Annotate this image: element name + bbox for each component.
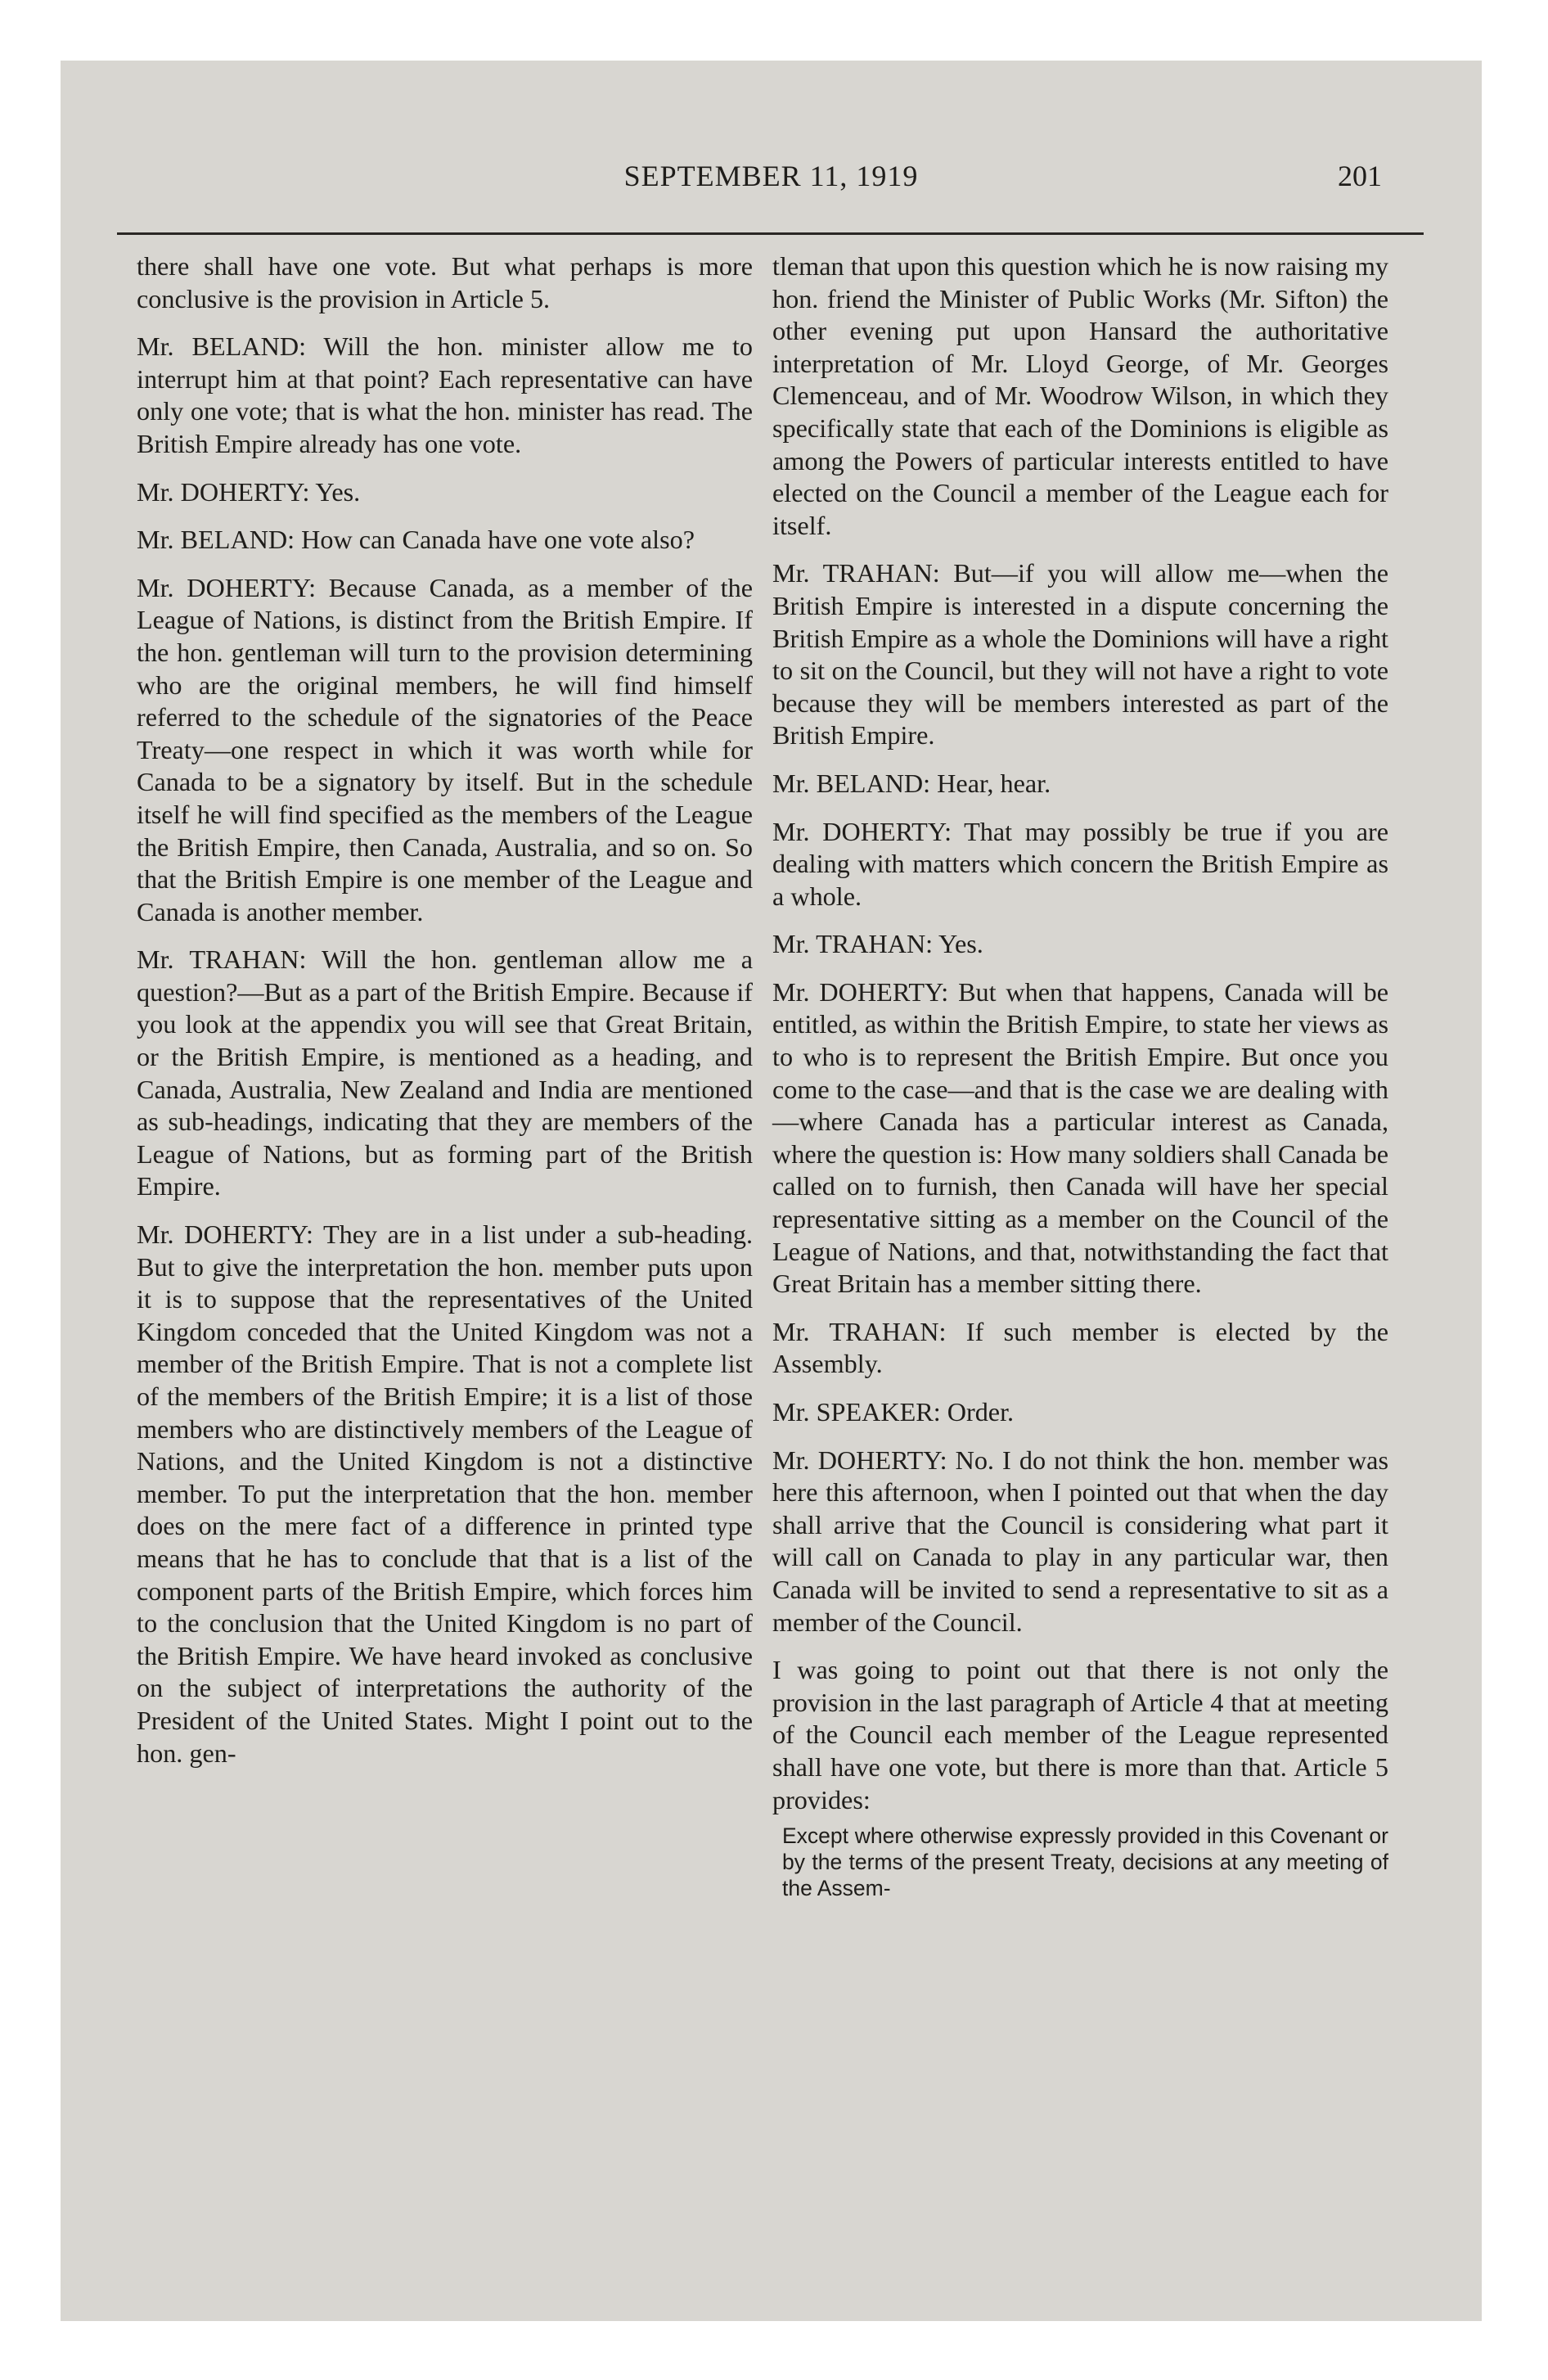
document-page <box>61 61 1482 2321</box>
paragraph: tleman that upon this question which he is now raising my hon. friend the Minister of Public Works (Mr. Sifton) the other evening put upon Hansard the authoritative interpretation of Mr. Lloyd George, of Mr. Georges Clemenceau, and of Mr. Woodrow Wilson, in which they specifically state that each of the Dominions is eligible as among the Powers of particular interests entitled to have elected on the Council a member of the League each for itself. <box>772 251 1388 540</box>
paragraph: Mr. DOHERTY: No. I do not think the hon. member was here this afternoon, when I pointed out that when the day shall arrive that the Council is considering what part it will call on Canada to play in any particular war, then Canada will be invited to send a representative to sit as a member of the Council. <box>772 1445 1388 1637</box>
paragraph: Mr. TRAHAN: If such member is elected by the Assembly. <box>772 1316 1388 1379</box>
paragraph: Mr. DOHERTY: But when that happens, Canada will be entitled, as within the British Empire, to state her views as to who is to represent the British Empire. But once you come to the case—and that is the case we are dealing with—where Canada has a particular interest as Canada, where the question is: How many soldiers shall Canada be called on to furnish, then Canada will have her special representative sitting as a member on the Council of the League of Nations, and that, notwithstanding the fact that Great Britain has a member sitting there. <box>772 976 1388 1299</box>
paragraph: I was going to point out that there is not only the provision in the last paragraph of Article 4 that at meeting of the Council each member of the League represented shall have one vote, but there is more than that. Article 5 provides: <box>772 1655 1388 1814</box>
header-rule <box>117 232 1424 235</box>
paragraph: Mr. TRAHAN: Will the hon. gentleman allow me a question?—But as a part of the British Empire. Because if you look at the appendix you will see that Great Britain, or the British Empire, is mentioned as a heading, and Canada, Australia, New Zealand and India are mentioned as sub-headings, indicating that they are members of the League of Nations, but as forming part of the British Empire. <box>137 944 753 1201</box>
header-date: SEPTEMBER 11, 1919 <box>623 160 919 192</box>
paragraph: Mr. DOHERTY: That may possibly be true if you are dealing with matters which concern the British Empire as a whole. <box>772 816 1388 911</box>
paragraph: Mr. DOHERTY: Because Canada, as a member of the League of Nations, is distinct from the British Empire. If the hon. gentleman will turn to the provision determining who are the original members, he will find himself referred to the schedule of the signatories of the Peace Treaty—one respect in which it was worth while for Canada to be a signatory by itself. But in the schedule itself he will find specified as the members of the League the British Empire, then Canada, Australia, and so on. So that the British Empire is one member of the League and Canada is another member. <box>137 572 753 926</box>
paragraph: Mr. TRAHAN: Yes. <box>772 929 983 959</box>
page-number: 201 <box>1338 160 1382 192</box>
paragraph: Mr. DOHERTY: They are in a list under a sub-heading. But to give the interpretation the hon. member puts upon it is to suppose that the representatives of the United Kingdom conceded that the United Kingdom was not a member of the British Empire. That is not a complete list of the members of the British Empire; it is a list of those members who are distinctively members of the League of Nations, and the United Kingdom is not a distinctive member. To put the interpretation that the hon. member does on the mere fact of a difference in printed type means that he has to conclude that that is a list of the component parts of the British Empire, which forces him to the conclusion that the United Kingdom is no part of the British Empire. We have heard invoked as conclusive on the subject of interpretations the authority of the President of the United States. Might I point out to the hon. gen- <box>137 1219 753 1768</box>
running-header <box>61 159 1482 208</box>
paragraph: Mr. BELAND: How can Canada have one vote also? <box>137 525 695 555</box>
paragraph: Mr. BELAND: Hear, hear. <box>772 768 1051 798</box>
paragraph: Mr. SPEAKER: Order. <box>772 1397 1015 1427</box>
paragraph: there shall have one vote. But what perhaps is more conclusive is the provision in Article 5. <box>137 251 753 313</box>
block-quote: Except where otherwise expressly provided in this Covenant or by the terms of the present Treaty, decisions at any meeting of the Assem- <box>782 1823 1388 1901</box>
paragraph: Mr. DOHERTY: Yes. <box>137 476 361 507</box>
left-column <box>137 250 753 1785</box>
paragraph: Mr. BELAND: Will the hon. minister allow me to interrupt him at that point? Each representative can have only one vote; that is what the hon. minister has read. The British Empire already has one vote. <box>137 331 753 458</box>
paragraph: Mr. TRAHAN: But—if you will allow me—when the British Empire is interested in a dispute concerning the British Empire as a whole the Dominions will have a right to sit on the Council, but they will not have a right to vote because they will be members interested as part of the British Empire. <box>772 558 1388 751</box>
right-column <box>772 250 1388 1901</box>
